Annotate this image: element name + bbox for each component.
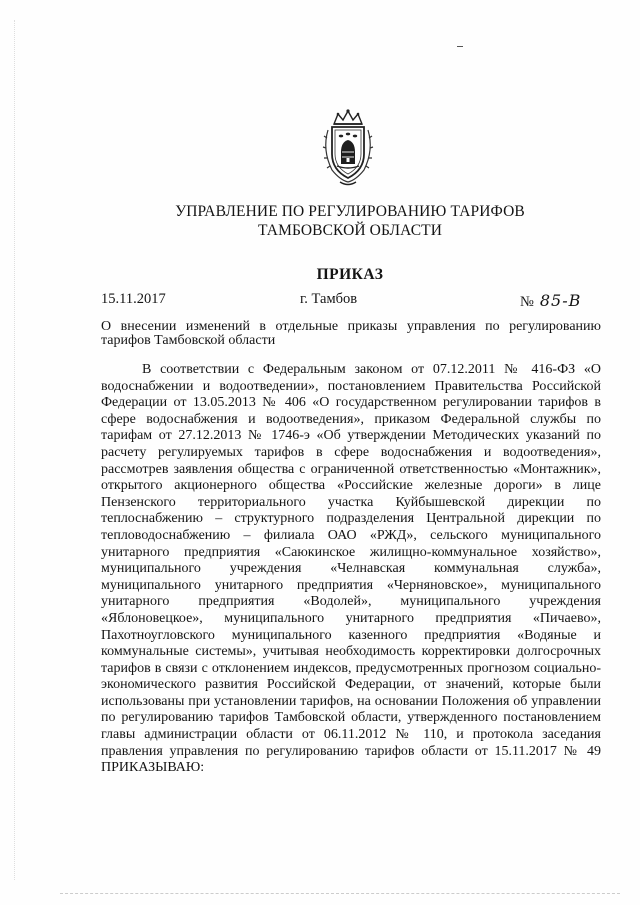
document-subject: О внесении изменений в отдельные приказы управления по регулированию тарифов Тамбовской области — [101, 319, 601, 348]
tambov-coat-of-arms-icon — [318, 108, 378, 188]
scan-speck — [457, 46, 463, 47]
scan-edge-artifact-bottom — [60, 893, 620, 896]
number-label: № — [520, 294, 534, 310]
scan-edge-artifact — [14, 20, 21, 880]
organization-name-line1: УПРАВЛЕНИЕ ПО РЕГУЛИРОВАНИЮ ТАРИФОВ — [175, 203, 525, 220]
document-city: г. Тамбов — [300, 291, 358, 307]
document-number — [520, 291, 581, 311]
handwritten-number: 85-В — [539, 291, 582, 310]
organization-name-line2: ТАМБОВСКОЙ ОБЛАСТИ — [258, 222, 442, 239]
document-title: ПРИКАЗ — [316, 266, 384, 283]
document-body: В соответствии с Федеральным законом от 07.12.2011 № 416-ФЗ «О водоснабжении и водоотведении», постановлением Правительства Российской Федерации от 13.05.2013 № 406 «О государственном регулировании тарифов в сфере водоснабжения и водоотведения», приказом Федеральной службы по тарифам от 27.12.2013 № 1746-э «Об утверждении Методических указаний по расчету регулируемых тарифов в сфере водоснабжения и водоотведения», рассмотрев заявления общества с ограниченной ответственностью «Монтажник», открытого акционерного общества «Российские железные дороги» в лице Пензенского территориального участка Куйбышевской дирекции по теплоснабжению – структурного подразделения Центральной дирекции по тепловодоснабжению – филиала ОАО «РЖД», сельского муниципального унитарного предприятия «Саюкинское жилищно-коммунальное хозяйство», муниципального учреждения «Челнавская коммунальная служба», муниципального унитарного предприятия «Черняновское», муниципального унитарного предприятия «Водолей», муниципального учреждения «Яблоновецкое», муниципального унитарного предприятия «Пичаево», Пахотноугловского муниципального казенного предприятия «Водяные и коммунальные системы», учитывая необходимость корректировки долгосрочных тарифов в связи с отклонением индексов, предусмотренных прогнозом социально-экономического развития Российской Федерации, от значений, которые были использованы при установлении тарифов, на основании Положения об управлении по регулированию тарифов Тамбовской области, утвержденного постановлением главы администрации области от 06.11.2012 № 110, и протокола заседания правления управления по регулированию тарифов области от 15.11.2017 № 49 ПРИКАЗЫВАЮ: — [101, 362, 601, 776]
document-date: 15.11.2017 — [101, 291, 166, 307]
